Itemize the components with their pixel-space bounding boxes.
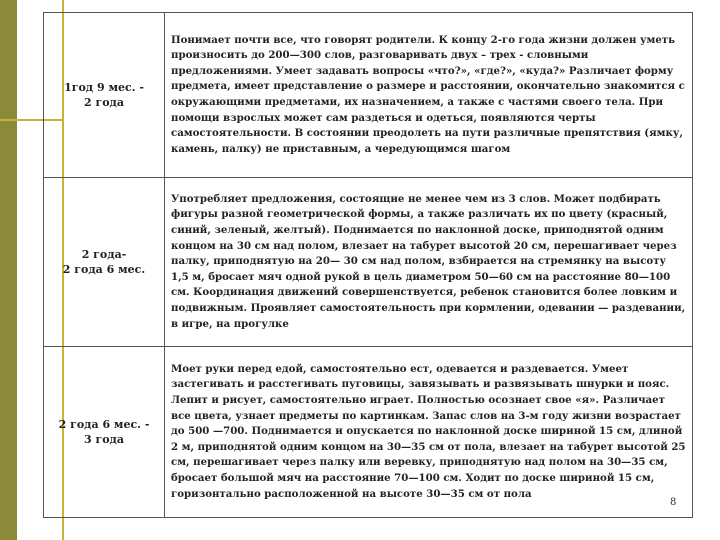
age-cell [44, 347, 165, 518]
development-table [43, 12, 693, 518]
age-line: 3 года [83, 433, 125, 446]
description-cell: Моет руки перед едой, самостоятельно ест, одевается и раздевается. Умеет застегивать и расстегивать пуговицы, завязывать и развязывать шнурки и пояс. Лепит и рисует, самостоятельно играет. Полностью осознает свое «я». Различает все цвета, узнает предметы по картинкам. Запас слов на 3-м году жизни возрастает до 500 —700. Поднимается и опускается по наклонной доске шириной 15 см, длиной 2 м, приподнятой одним концом на 30—35 см от пола, влезает на табурет высотой 25 см, перешагивает через палку или веревку, приподнятую над полом на 30—35 см, бросает большой мяч на расстояние 70—100 см. Ходит по доске шириной 15 см, горизонтально расположенной на высоте 30—35 см от пола [165, 347, 693, 518]
table-row [44, 13, 693, 178]
age-line: 2 года 6 мес. [62, 263, 146, 276]
page-number: 8 [670, 497, 677, 508]
table-row [44, 178, 693, 347]
description-cell: Употребляет предложения, состоящие не менее чем из 3 слов. Может подбирать фигуры разной геометрической формы, а также различать их по цвету (красный, синий, зеленый, желтый). Поднимается по наклонной доске, приподнятой одним концом на 30 см над полом, влезает на табурет высотой 20 см, перешагивает через палку, приподнятую на 20— 30 см над полом, взбирается на стремянку на высоту 1,5 м, бросает мяч одной рукой в цель диаметром 50—60 см на расстояние 80—100 см. Координация движений совершенствуется, ребенок становится более ловким и подвижным. Проявляет самостоятельность при кормлении, одевании — раздевании, в игре, на прогулке [165, 178, 693, 347]
age-line: 1год 9 мес. - [64, 81, 144, 94]
age-cell [44, 178, 165, 347]
table-row [44, 347, 693, 518]
age-line: 2 года- [81, 248, 127, 261]
age-line: 2 года [83, 96, 125, 109]
age-cell [44, 13, 165, 178]
slide-sidebar-bar [0, 0, 17, 540]
age-line: 2 года 6 мес. - [58, 418, 150, 431]
description-cell: Понимает почти все, что говорят родители. К концу 2-го года жизни должен уметь произносить до 200—300 слов, разговаривать двух – трех - словными предложениями. Умеет задавать вопросы «что?», «где?», «куда?» Различает форму предмета, имеет представление о размере и расстоянии, окончательно знакомится с окружающими предметами, их назначением, а также с частями своего тела. При помощи взрослых может сам раздеться и одеться, появляются черты самостоятельности. В состоянии преодолеть на пути различные препятствия (ямку, камень, палку) не приставным, а чередующимся шагом [165, 13, 693, 178]
